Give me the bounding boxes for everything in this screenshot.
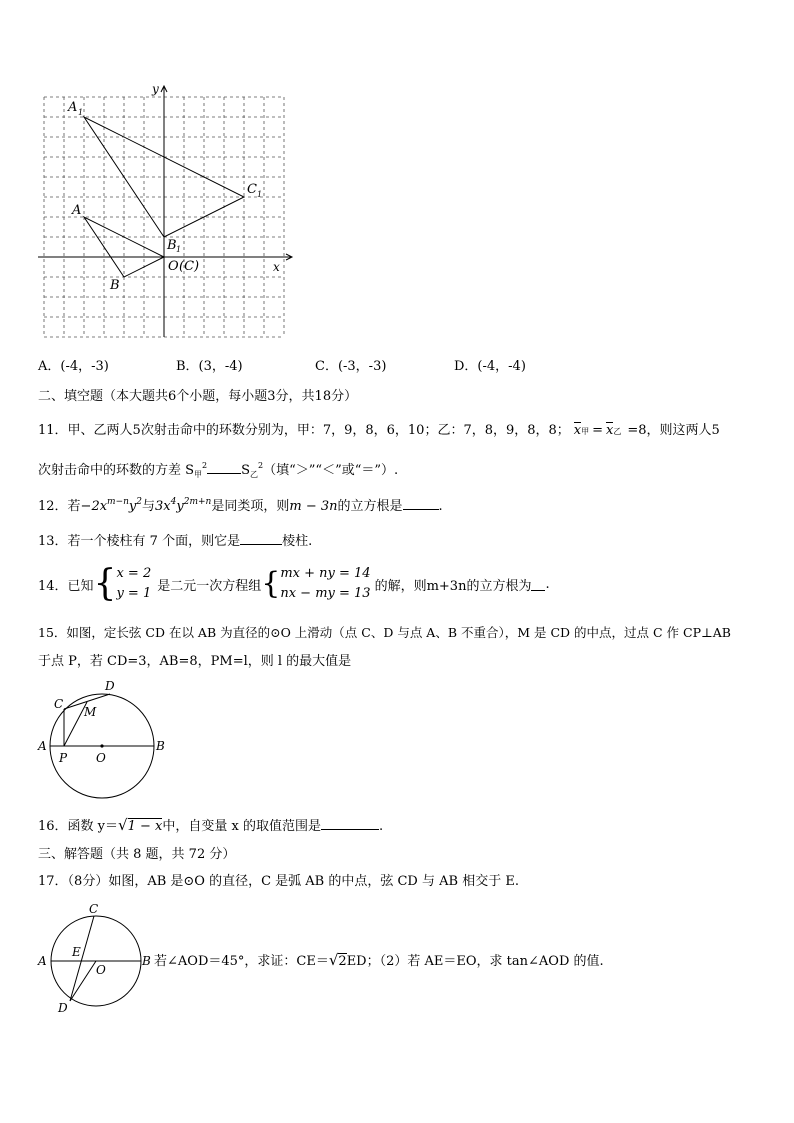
svg-text:M: M xyxy=(84,705,97,719)
svg-text:A: A xyxy=(38,954,47,968)
svg-text:P: P xyxy=(59,751,68,765)
q16: 16．函数 y＝√1 − x中，自变量 x 的取值范围是 . xyxy=(38,816,384,834)
svg-text:D: D xyxy=(58,1001,68,1015)
svg-text:C: C xyxy=(54,697,64,711)
segment-od xyxy=(70,961,96,1001)
svg-text:1: 1 xyxy=(78,108,84,117)
q14-answer-blank[interactable] xyxy=(531,577,545,591)
q17-circle-figure xyxy=(34,898,154,1020)
svg-text:O: O xyxy=(96,751,106,765)
q15-line2: 于点 P，若 CD=3，AB=8，PM=l，则 l 的最大值是 xyxy=(38,654,352,669)
coordinate-grid-figure xyxy=(30,80,300,342)
q17-part1: 若∠AOD＝45°，求证：CE＝√2ED；（2）若 AE＝EO，求 tan∠AOD 的值. xyxy=(154,951,604,969)
q13: 13．若一个棱柱有 7 个面，则它是 棱柱. xyxy=(38,531,312,551)
label-b: B xyxy=(110,278,120,293)
label-b1: B xyxy=(167,238,177,253)
label-c1: C xyxy=(247,182,257,197)
label-a1: A xyxy=(68,100,78,115)
section2-title: 二、填空题（本大题共6个小题，每小题3分，共18分） xyxy=(38,389,358,404)
svg-text:A: A xyxy=(38,739,47,753)
q11-answer-blank[interactable] xyxy=(207,460,241,474)
svg-text:B: B xyxy=(156,739,165,753)
label-c: (C) xyxy=(179,259,200,274)
q14: 14．已知 { x = 2 y = 1 是二元一次方程组 { mx + ny = 14 nx − my = 13 的解，则m+3n的立方根为 . xyxy=(38,563,550,604)
q15-line1: 15．如图，定长弦 CD 在以 AB 为直径的⊙O 上滑动（点 C、D 与点 A、B 不重合），M 是 CD 的中点，过点 C 作 CP⊥AB xyxy=(38,625,731,640)
option-a: A．(-4，-3) xyxy=(38,359,109,374)
q17-line1: 17．（8分）如图，AB 是⊙O 的直径，C 是弧 AB 的中点，弦 CD 与 AB 相交于 E. xyxy=(38,874,519,889)
label-a: A xyxy=(72,203,82,218)
q13-answer-blank[interactable] xyxy=(240,531,282,545)
option-d: D．(-4，-4) xyxy=(454,359,526,374)
q16-answer-blank[interactable] xyxy=(321,816,379,830)
svg-text:1: 1 xyxy=(176,245,182,254)
option-c: C．(-3，-3) xyxy=(315,359,387,374)
x-axis-label: x xyxy=(273,260,280,274)
svg-text:E: E xyxy=(72,945,81,959)
y-axis-label: y xyxy=(152,82,159,96)
section3-title: 三、解答题（共 8 题，共 72 分） xyxy=(38,847,236,862)
svg-text:D: D xyxy=(105,679,115,693)
label-o: O xyxy=(168,259,179,274)
svg-text:C: C xyxy=(89,902,99,916)
svg-text:B: B xyxy=(142,954,151,968)
option-b: B．(3，-4) xyxy=(176,359,243,374)
q15-circle-figure xyxy=(34,676,170,806)
q12: 12．若$-2x^{m-n}y^2$与$3x^4y^{2m+n}$是同类项，则m − 3n的立方根是 . xyxy=(38,497,443,514)
svg-text:1: 1 xyxy=(257,190,263,199)
svg-text:O: O xyxy=(96,963,106,977)
q12-answer-blank[interactable] xyxy=(403,496,439,510)
q11-line2: 次射击命中的环数的方差 $S_甲^2$ $S_乙^2$（填“＞”“＜”或“＝”）. xyxy=(38,461,399,479)
q11-line1: 11．甲、乙两人5次射击命中的环数分别为，甲：7，9，8，6，10；乙：7，8，9，8，8； x甲 = x乙 =8，则这两人5 xyxy=(38,423,720,438)
